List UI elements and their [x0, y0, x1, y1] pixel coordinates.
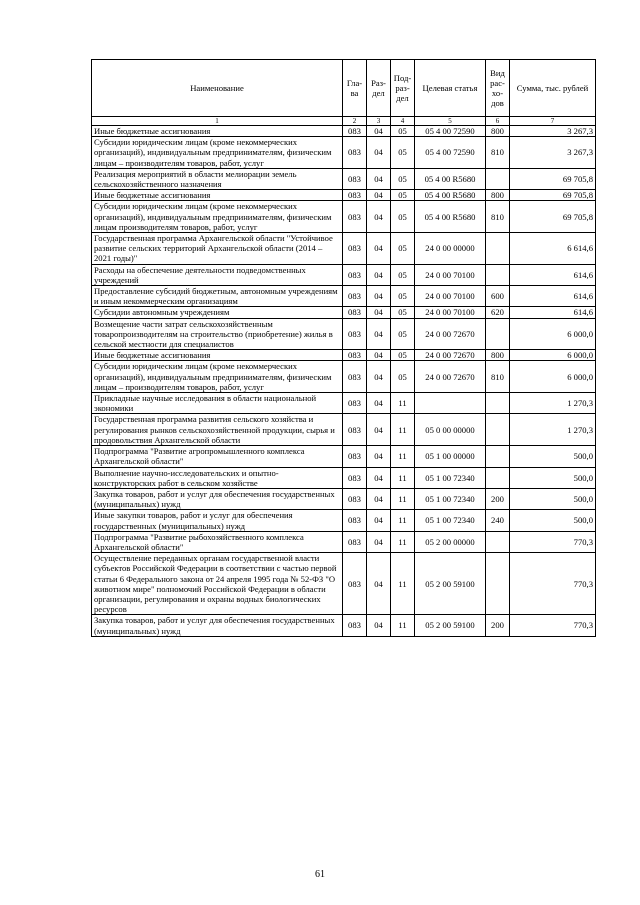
cell-target-article: 05 1 00 72340: [415, 467, 486, 488]
cell-podrazdel: 11: [391, 488, 415, 509]
cell-glava: 083: [343, 488, 367, 509]
cell-name: Расходы на обеспечение деятельности подведомственных учреждений: [92, 264, 343, 285]
table-row: [92, 446, 596, 467]
cell-podrazdel: 11: [391, 414, 415, 446]
cell-razdel: 04: [367, 233, 391, 265]
table-row: [92, 393, 596, 414]
table-row: [92, 467, 596, 488]
cell-name: Выполнение научно-исследовательских и опытно-конструкторских работ в сельском хозяйстве: [92, 467, 343, 488]
cell-target-article: 05 2 00 59100: [415, 553, 486, 615]
cell-name: Осуществление переданных органам государственной власти субъектов Российской Федерации в соответствии с частью первой статьи 6 Федерального закона от 24 апреля 1995 года № 52-ФЗ "О животном мире" полномочий Российской Федерации в области организации, регулирования и охраны водных биологических ресурсов: [92, 553, 343, 615]
cell-target-article: 24 0 00 72670: [415, 350, 486, 361]
table-row: [92, 264, 596, 285]
header-name: Наименование: [92, 60, 343, 117]
cell-expense-type: [486, 318, 510, 350]
cell-razdel: 04: [367, 510, 391, 531]
cell-name: Государственная программа развития сельского хозяйства и регулирования рынков сельскохозяйственной продукции, сырья и продовольствия Архангельской области: [92, 414, 343, 446]
cell-podrazdel: 05: [391, 350, 415, 361]
cell-expense-type: [486, 168, 510, 189]
cell-name: Иные бюджетные ассигнования: [92, 126, 343, 137]
cell-sum: 3 267,3: [510, 137, 596, 169]
cell-expense-type: 200: [486, 488, 510, 509]
cell-podrazdel: 11: [391, 446, 415, 467]
cell-glava: 083: [343, 168, 367, 189]
cell-glava: 083: [343, 307, 367, 318]
cell-name: Закупка товаров, работ и услуг для обеспечения государственных (муниципальных) нужд: [92, 488, 343, 509]
cell-target-article: 05 2 00 59100: [415, 615, 486, 636]
header-razdel: Раз-дел: [367, 60, 391, 117]
cell-glava: 083: [343, 264, 367, 285]
cell-razdel: 04: [367, 201, 391, 233]
table-row: [92, 233, 596, 265]
cell-razdel: 04: [367, 286, 391, 307]
cell-glava: 083: [343, 414, 367, 446]
cell-sum: 6 000,0: [510, 350, 596, 361]
header-row: [92, 60, 596, 117]
cell-expense-type: 810: [486, 137, 510, 169]
cell-podrazdel: 05: [391, 201, 415, 233]
cell-name: Закупка товаров, работ и услуг для обеспечения государственных (муниципальных) нужд: [92, 615, 343, 636]
cell-glava: 083: [343, 467, 367, 488]
cell-podrazdel: 11: [391, 467, 415, 488]
cell-target-article: 05 4 00 72590: [415, 126, 486, 137]
cell-sum: 500,0: [510, 510, 596, 531]
table-row: [92, 553, 596, 615]
cell-expense-type: 240: [486, 510, 510, 531]
cell-podrazdel: 11: [391, 393, 415, 414]
cell-podrazdel: 05: [391, 318, 415, 350]
cell-razdel: 04: [367, 446, 391, 467]
cell-glava: 083: [343, 553, 367, 615]
cell-target-article: 05 4 00 R5680: [415, 201, 486, 233]
column-number: 6: [486, 117, 510, 126]
cell-glava: 083: [343, 446, 367, 467]
cell-target-article: 24 0 00 70100: [415, 286, 486, 307]
cell-glava: 083: [343, 190, 367, 201]
column-number: 5: [415, 117, 486, 126]
column-number: 4: [391, 117, 415, 126]
cell-name: Возмещение части затрат сельскохозяйственным товаропроизводителям на строительство (приобретение) жилья в сельской местности для специалистов: [92, 318, 343, 350]
cell-podrazdel: 05: [391, 190, 415, 201]
cell-target-article: 05 1 00 00000: [415, 446, 486, 467]
cell-razdel: 04: [367, 615, 391, 636]
cell-name: Иные бюджетные ассигнования: [92, 190, 343, 201]
cell-glava: 083: [343, 318, 367, 350]
cell-name: Подпрограмма "Развитие агропромышленного комплекса Архангельской области": [92, 446, 343, 467]
table-row: [92, 615, 596, 636]
cell-glava: 083: [343, 393, 367, 414]
cell-razdel: 04: [367, 488, 391, 509]
cell-sum: 770,3: [510, 615, 596, 636]
cell-podrazdel: 05: [391, 137, 415, 169]
cell-glava: 083: [343, 233, 367, 265]
table-row: [92, 414, 596, 446]
cell-target-article: 05 4 00 R5680: [415, 190, 486, 201]
cell-glava: 083: [343, 615, 367, 636]
cell-expense-type: [486, 553, 510, 615]
table-row: [92, 126, 596, 137]
cell-target-article: 05 4 00 R5680: [415, 168, 486, 189]
budget-table-container: [91, 59, 595, 637]
column-number: 7: [510, 117, 596, 126]
budget-table: [91, 59, 596, 637]
header-sum: Сумма, тыс. рублей: [510, 60, 596, 117]
table-row: [92, 286, 596, 307]
cell-expense-type: [486, 531, 510, 552]
cell-razdel: 04: [367, 361, 391, 393]
table-row: [92, 510, 596, 531]
cell-glava: 083: [343, 137, 367, 169]
cell-razdel: 04: [367, 531, 391, 552]
cell-target-article: 24 0 00 72670: [415, 361, 486, 393]
cell-razdel: 04: [367, 307, 391, 318]
cell-sum: 69 705,8: [510, 201, 596, 233]
header-podrazdel: Под-раз-дел: [391, 60, 415, 117]
cell-sum: 500,0: [510, 446, 596, 467]
cell-sum: 6 614,6: [510, 233, 596, 265]
cell-expense-type: 800: [486, 126, 510, 137]
cell-expense-type: 810: [486, 361, 510, 393]
cell-razdel: 04: [367, 190, 391, 201]
cell-glava: 083: [343, 350, 367, 361]
cell-target-article: [415, 393, 486, 414]
cell-glava: 083: [343, 201, 367, 233]
cell-name: Субсидии юридическим лицам (кроме некоммерческих организаций), индивидуальным предпринимателям, физическим лицам – производителям товаров, работ, услуг: [92, 361, 343, 393]
cell-name: Субсидии автономным учреждениям: [92, 307, 343, 318]
table-row: [92, 190, 596, 201]
cell-podrazdel: 11: [391, 615, 415, 636]
table-row: [92, 201, 596, 233]
cell-sum: 614,6: [510, 264, 596, 285]
cell-glava: 083: [343, 531, 367, 552]
cell-target-article: 24 0 00 72670: [415, 318, 486, 350]
cell-expense-type: 620: [486, 307, 510, 318]
cell-podrazdel: 05: [391, 233, 415, 265]
cell-sum: 1 270,3: [510, 414, 596, 446]
cell-sum: 69 705,8: [510, 168, 596, 189]
cell-razdel: 04: [367, 264, 391, 285]
cell-target-article: 24 0 00 00000: [415, 233, 486, 265]
cell-name: Подпрограмма "Развитие рыбохозяйственного комплекса Архангельской области": [92, 531, 343, 552]
cell-expense-type: [486, 393, 510, 414]
header-target-article: Целевая статья: [415, 60, 486, 117]
cell-glava: 083: [343, 286, 367, 307]
cell-name: Государственная программа Архангельской области "Устойчивое развитие сельских территорий Архангельской области (2014 – 2021 годы)": [92, 233, 343, 265]
cell-sum: 614,6: [510, 286, 596, 307]
cell-podrazdel: 05: [391, 307, 415, 318]
table-row: [92, 318, 596, 350]
cell-sum: 614,6: [510, 307, 596, 318]
column-number: 2: [343, 117, 367, 126]
cell-expense-type: 800: [486, 190, 510, 201]
table-row: [92, 488, 596, 509]
column-number: 3: [367, 117, 391, 126]
cell-podrazdel: 11: [391, 510, 415, 531]
cell-name: Иные закупки товаров, работ и услуг для обеспечения государственных (муниципальных) нужд: [92, 510, 343, 531]
cell-glava: 083: [343, 510, 367, 531]
cell-name: Реализация мероприятий в области мелиорации земель сельскохозяйственного назначения: [92, 168, 343, 189]
table-row: [92, 361, 596, 393]
cell-glava: 083: [343, 361, 367, 393]
cell-name: Субсидии юридическим лицам (кроме некоммерческих организаций), индивидуальным предпринимателям, физическим лицам – производителям товаров, работ, услуг: [92, 137, 343, 169]
cell-razdel: 04: [367, 393, 391, 414]
cell-razdel: 04: [367, 350, 391, 361]
cell-podrazdel: 11: [391, 531, 415, 552]
cell-expense-type: [486, 467, 510, 488]
cell-razdel: 04: [367, 137, 391, 169]
cell-glava: 083: [343, 126, 367, 137]
cell-podrazdel: 05: [391, 168, 415, 189]
cell-sum: 770,3: [510, 553, 596, 615]
column-number-row: [92, 117, 596, 126]
cell-razdel: 04: [367, 126, 391, 137]
cell-expense-type: [486, 446, 510, 467]
table-row: [92, 350, 596, 361]
cell-podrazdel: 05: [391, 286, 415, 307]
cell-sum: 3 267,3: [510, 126, 596, 137]
cell-expense-type: 600: [486, 286, 510, 307]
cell-sum: 6 000,0: [510, 361, 596, 393]
cell-podrazdel: 11: [391, 553, 415, 615]
table-row: [92, 137, 596, 169]
cell-expense-type: 200: [486, 615, 510, 636]
cell-sum: 69 705,8: [510, 190, 596, 201]
header-expense-type: Вид рас-хо-дов: [486, 60, 510, 117]
table-row: [92, 307, 596, 318]
cell-target-article: 05 2 00 00000: [415, 531, 486, 552]
cell-podrazdel: 05: [391, 126, 415, 137]
cell-target-article: 05 4 00 72590: [415, 137, 486, 169]
cell-sum: 1 270,3: [510, 393, 596, 414]
cell-razdel: 04: [367, 467, 391, 488]
cell-razdel: 04: [367, 414, 391, 446]
cell-expense-type: 800: [486, 350, 510, 361]
cell-target-article: 24 0 00 70100: [415, 307, 486, 318]
cell-sum: 770,3: [510, 531, 596, 552]
cell-name: Прикладные научные исследования в области национальной экономики: [92, 393, 343, 414]
table-row: [92, 168, 596, 189]
cell-razdel: 04: [367, 318, 391, 350]
cell-name: Предоставление субсидий бюджетным, автономным учреждениям и иным некоммерческим организациям: [92, 286, 343, 307]
table-body: [92, 126, 596, 637]
cell-target-article: 05 1 00 72340: [415, 488, 486, 509]
cell-target-article: 05 1 00 72340: [415, 510, 486, 531]
header-glava: Гла-ва: [343, 60, 367, 117]
cell-name: Иные бюджетные ассигнования: [92, 350, 343, 361]
cell-expense-type: [486, 233, 510, 265]
cell-expense-type: [486, 264, 510, 285]
cell-sum: 500,0: [510, 467, 596, 488]
table-row: [92, 531, 596, 552]
cell-target-article: 24 0 00 70100: [415, 264, 486, 285]
cell-podrazdel: 05: [391, 361, 415, 393]
cell-name: Субсидии юридическим лицам (кроме некоммерческих организаций), индивидуальным предпринимателям, физическим лицам производителям товаров, работ, услуг: [92, 201, 343, 233]
cell-expense-type: 810: [486, 201, 510, 233]
cell-razdel: 04: [367, 553, 391, 615]
cell-target-article: 05 0 00 00000: [415, 414, 486, 446]
cell-sum: 500,0: [510, 488, 596, 509]
cell-razdel: 04: [367, 168, 391, 189]
column-number: 1: [92, 117, 343, 126]
cell-podrazdel: 05: [391, 264, 415, 285]
page-number: 61: [315, 869, 325, 880]
cell-sum: 6 000,0: [510, 318, 596, 350]
cell-expense-type: [486, 414, 510, 446]
